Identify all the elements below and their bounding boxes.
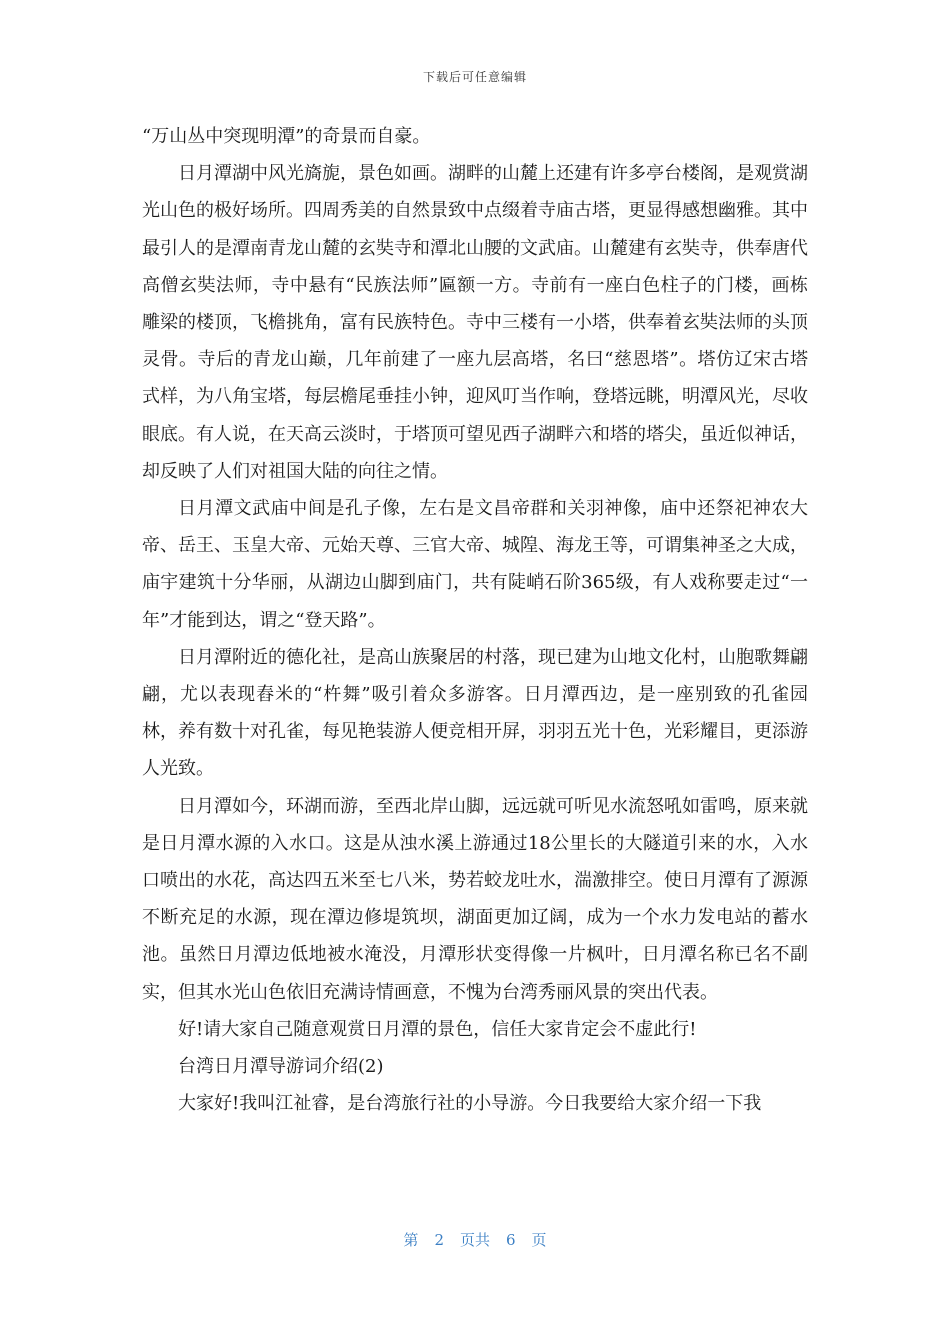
document-body: [142, 118, 808, 1122]
paragraph-continuation: “万山丛中突现明潭”的奇景而自豪。: [142, 126, 431, 147]
paragraph-closing: 好!请大家自己随意观赏日月潭的景色，信任大家肯定会不虚此行!: [178, 1018, 697, 1040]
paragraph-wenwu-temple: 日月潭文武庙中间是孔子像，左右是文昌帝群和关羽神像，庙中还祭祀神农大帝、岳王、玉皇大帝、元始天尊、三官大帝、城隍、海龙王等，可谓集神圣之大成，庙宇建筑十分华丽，从湖边山脚到庙门，共有陡峭石阶365级，有人戏称要走过“一年”才能到达，谓之“登天路”。: [142, 498, 808, 631]
paragraph-intro-2: 大家好!我叫江祉睿，是台湾旅行社的小导游。今日我要给大家介绍一下我: [178, 1093, 762, 1115]
footer-middle: 页共: [459, 1231, 490, 1249]
page-header: 下载后可任意编辑: [422, 70, 527, 84]
paragraph-dehua-village: 日月潭附近的德化社，是高山族聚居的村落，现已建为山地文化村，山胞歌舞翩翩，尤以表现舂米的“杵舞”吸引着众多游客。日月潭西边，是一座别致的孔雀园林，养有数十对孔雀，每见艳装游人便竞相开屏，羽羽五光十色，光彩耀目，更添游人光致。: [142, 646, 808, 780]
footer-suffix: 页: [531, 1231, 547, 1249]
page-footer: [0, 1229, 950, 1250]
footer-prefix: 第: [403, 1231, 419, 1249]
section-heading: 台湾日月潭导游词介绍(2): [178, 1056, 384, 1078]
paragraph-water-source: 日月潭如今，环湖而游，至西北岸山脚，远远就可听见水流怒吼如雷鸣，原来就是日月潭水源的入水口。这是从浊水溪上游通过18公里长的大隧道引来的水，入水口喷出的水花，高达四五米至七八米，势若蛟龙吐水，湍激排空。使日月潭有了源源不断充足的水源，现在潭边修堤筑坝，湖面更加辽阔，成为一个水力发电站的蓄水池。虽然日月潭边低地被水淹没，月潭形状变得像一片枫叶，日月潭名称已名不副实，但其水光山色依旧充满诗情画意，不愧为台湾秀丽风景的突出代表。: [142, 795, 808, 1003]
footer-total-pages: 6: [506, 1231, 516, 1249]
footer-page-number: 2: [434, 1231, 444, 1249]
paragraph-lake-scenery: 日月潭湖中风光旖旎，景色如画。湖畔的山麓上还建有许多亭台楼阁，是观赏湖光山色的极好场所。四周秀美的自然景致中点缀着寺庙古塔，更显得感想幽雅。其中最引人的是潭南青龙山麓的玄奘寺和潭北山腰的文武庙。山麓建有玄奘寺，供奉唐代高僧玄奘法师，寺中悬有“民族法师”匾额一方。寺前有一座白色柱子的门楼，画栋雕梁的楼顶，飞檐挑角，富有民族特色。寺中三楼有一小塔，供奉着玄奘法师的头顶灵骨。寺后的青龙山巅，几年前建了一座九层高塔，名曰“慈恩塔”。塔仿辽宋古塔式样，为八角宝塔，每层檐尾垂挂小钟，迎风叮当作响，登塔远眺，明潭风光，尽收眼底。有人说，在天高云淡时，于塔顶可望见西子湖畔六和塔的塔尖，虽近似神话，却反映了人们对祖国大陆的向往之情。: [142, 163, 808, 482]
